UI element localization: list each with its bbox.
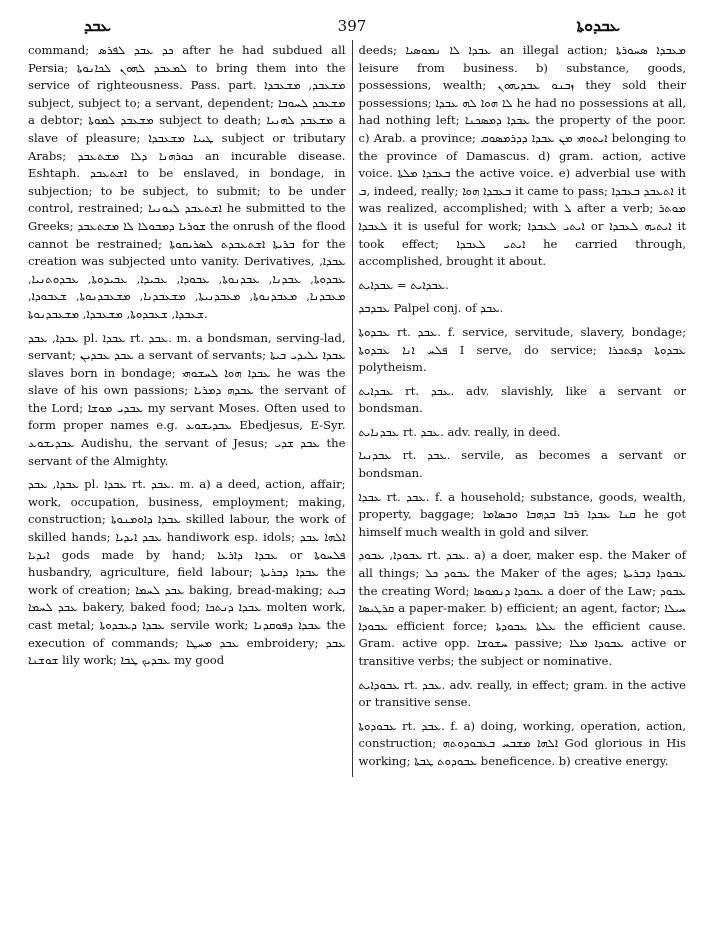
entry-paragraph: ܥܒܘܕܐܝܬ rt. ܥܒܕ. adv. really, in effect; gram. in the active or transitive sense.: [358, 677, 686, 710]
entry-paragraph: command; ܟܕ ܥܒܕ ܠܦܪܣ after he had subdued all Persia; ܠܡܥܒܕ ܠܗܘܢ ܠܟܐܢܘܬܐ to bring them into the service of righteousness. Pass. part. ܡܫܥܒܕ, ܡܫܥܒܕܐ subject, subject to; a servant, dependent; ܡܫܥܒܕ ܠܚܘܒܐ a debtor; ܡܫܥܒܕ ܠܡܘܬܐ subject to death; ܡܫܥܒܕ ܠܗܢܝܐ a slave of pleasure; ܛܝܝܐ ܡܫܥܒܕܐ subject or tributary Arabs; ܟܘܪܗܢܐ ܕܠܐ ܡܫܬܥܒܕ an incurable disease. Eshtaph. ܐܫܬܥܒܕ to be enslaved, in bondage, in subjection; to be subject, to submit; to be under control, restrained; ܐܫܬܥܒܕ ܠܝܘܢܝܐ he submitted to the Greeks; ܫܘܪܝܐ ܕܡܒܘܠܐ ܠܐ ܡܫܬܥܒܕ the onrush of the flood cannot be restrained; ܒܪܝܬܐ ܐܫܬܥܒܕܬ ܠܣܪܝܩܘܬܐ for the creation was subjected unto vanity. Derivatives, ܥܒܕܐ, ܥܒܕܘܬܐ, ܥܒܕܢܐ, ܥܒܕܢܘܬܐ, ܥܒܘܕܐ, ܥܒܝܕܐ, ܥܒܝܕܘܬܐ, ܥܒܕܘܬܢܝܐ, ܡܥܒܕܢܐ, ܡܥܒܕܢܘܬܐ, ܡܥܒܕܢܝܬܐ, ܡܫܥܒܕܢܐ, ܡܫܥܒܕܢܘܬܐ, ܫܥܒܘܕܐ, ܫܥܒܕܐ, ܫܥܒܕܘܬܐ, ܡܫܥܒܕܐ, ܡܫܥܒܕܢܘܬܐ.: [28, 43, 346, 321]
two-column-body: [12, 40, 692, 777]
right-column: [353, 40, 693, 777]
entry-paragraph: ܥܒܘܕܐ, ܥܒܘܕ rt. ܥܒܕ. a) a doer, maker esp. the Maker of all things; ܥܒܘܕ ܟܠ the Maker of the ages; ܥܒܘܕܐ ܕܒܪܝܬܐ the creating Word; ܥܒܘܕܐ ܕܢܡܘܣܐ a doer of the Law; ܥܒܘܕ ܩܪܛܝܣܐ a paper-maker. b) efficient; an agent, factor; ܚܝܠܐ ܥܒܘܕܐ efficient force; ܥܠܬܐ ܥܒܘܕܬܐ the efficient cause. Gram. active opp. ܚܫܘܫܐ passive; ܥܒܘܕܐ ܡܠܐ active or transitive verbs; the subject or nominative.: [358, 548, 687, 668]
entry-paragraph: ܥܒܕܐܝܬ rt. ܥܒܕ. adv. slavishly, like a servant or bondsman.: [358, 383, 687, 416]
entry-paragraph: ܥܒܕܢܐܝܬ rt. ܥܒܕ. adv. really, in deed.: [358, 424, 561, 439]
entry-paragraph: ܥܒܕܘܬܐ rt. ܥܒܕ. f. service, servitude, slavery, bondage; ܦܠܚ ܐܢܐ ܥܒܕܘܬܐ I serve, do service; ܥܒܕܘܬܐ ܕܦܬܟܪܐ polytheism.: [358, 324, 687, 375]
header-left-word: ܥܒܕ: [84, 16, 111, 35]
entry-paragraph: ܥܒܕܐ rt. ܥܒܕ. f. a household; substance, goods, wealth, property, baggage; ܩܢܐ ܥܒܕܐ ܪܒܐ ܒܕܗܒܐ ܘܒܣܐܡܐ he got himself much wealth in gold and silver.: [358, 489, 687, 539]
entry-paragraph: ܥܒܕܢܝܐ rt. ܥܒܕ. servile, as becomes a servant or bondsman.: [358, 448, 687, 481]
header-right-word: ܥܒܕܘܬܐ: [576, 16, 620, 35]
entry-paragraph: deeds; ܥܒܕܐ ܠܐ ܢܡܘܣܝܐ an illegal action; ܡܥܒܕܐ ܣܚܘܪܬܐ leisure from business. b) substance, goods, possessions, wealth; ܙܒܢܘ ܥܒܕܝܗܘܢ they sold their possessions; ܠܐ ܗܘܐ ܠܗ ܥܒܕܐ he had no possessions at all, had nothing left; ܥܒܕܐ ܕܡܣܟܢܐ the property of the poor. c) Arab. a province; ܐܝܬܘܗܝ ܡܢ ܥܒܕܐ ܕܕܪܡܣܘܩ belonging to the province of Damascus. d) gram. action, active voice. ܒܥܒܕܐ ܡܠܬܐ the active voice. e) adverbial use with ܒ, indeed, really; ܒܥܒܕܐ ܗܘܐ it came to pass; ܐܬܥܒܕ ܒܥܒܕܐ it was realized, accomplished; with ܠ after a verb; ܡܘܬܪ ܠܥܒܕܐ it is useful for work; ܐܝܬܝ ܠܥܒܕܐ or ܐܝܬܝܗ ܠܥܒܕܐ it took effect; ܐܝܬܝ ܠܥܒܕܐ he carried through, accomplished, brought it about.: [358, 43, 687, 269]
entry-paragraph: ܥܒܕܐܝܬ = ܥܒܕܐܝܬ.: [358, 277, 449, 292]
page-header: [12, 14, 692, 40]
left-column: [12, 40, 352, 777]
page-number: 397: [337, 17, 367, 35]
entry-paragraph: ܥܒܕܐ, ܥܒܕ pl. ܥܒܕܐ rt. ܥܒܕ. m. a) a deed, action, affair; work, occupation, business, employment; making, construction; ܥܒܕܐ ܕܐܘܡܢܘܬܐ skilled labour, the work of skilled hands; ܥܒܕ ܐܝܕܝܐ handiwork esp. idols; ܐܠܗܐ ܥܒܕ ܐܝܕܝܐ gods made by hand; ܥܒܕܐ ܕܐܪܥܐ or ܦܠܚܘܬܐ husbandry, agriculture, field labour; ܥܒܕܐ ܕܒܪܝܬܐ the work of creation; ܥܒܕ ܠܚܡܐ baking, bread-making; ܒܝܬ ܥܒܕ ܠܚܡܐ bakery, baked food; ܥܒܕܐ ܕܢܬܟܐ molten work, cast metal; ܥܒܕܐ ܕܥܒܕܘܬܐ servile work; ܥܒܕܐ ܕܦܘܩܕܢܐ the execution of commands; ܥܒܕ ܡܚܛܐ embroidery; ܥܒܕ ܫܘܫܢܐ lily work; ܥܒܕܝܟ ܛܒܐ my good: [28, 477, 346, 668]
entry-paragraph: ܥܒܕܐ, ܥܒܕ pl. ܥܒܕܐ rt. ܥܒܕ. m. a bondsman, serving-lad, servant; ܥܒܕ ܥܒܕܝܢ a servant of servants; ܥܒܕܐ ܝܠܝܕܝ ܒܝܬܐ slaves born in bondage; ܥܒܕܐ ܗܘܐ ܠܚܫܘܗܝ he was the slave of his own passions; ܥܒܕܗ ܕܡܪܝܐ the servant of the Lord; ܥܒܕܝ ܡܘܫܐ my servant Moses. Often used to form proper names e.g. ܥܒܕܝܫܘܥ Ebedjesus, E-Syr. ܥܒܕܝܫܘܥ Audishu, the servant of Jesus; ܥܒܕ ܫܕܝ the servant of the Almighty.: [28, 330, 346, 468]
entry-paragraph: ܥܒܕܒܕ Palpel conj. of ܥܒܕ.: [358, 301, 504, 316]
entry-paragraph: ܥܒܘܕܘܬܐ rt. ܥܒܕ. f. a) doing, working, operation, action, construction; ܐܠܗܐ ܡܫܒܚ ܒܥܒܘܕܘܬܗ God glorious in His working; ܥܒܘܕܘܬ ܛܒܬܐ beneficence. b) creative energy.: [358, 718, 687, 768]
